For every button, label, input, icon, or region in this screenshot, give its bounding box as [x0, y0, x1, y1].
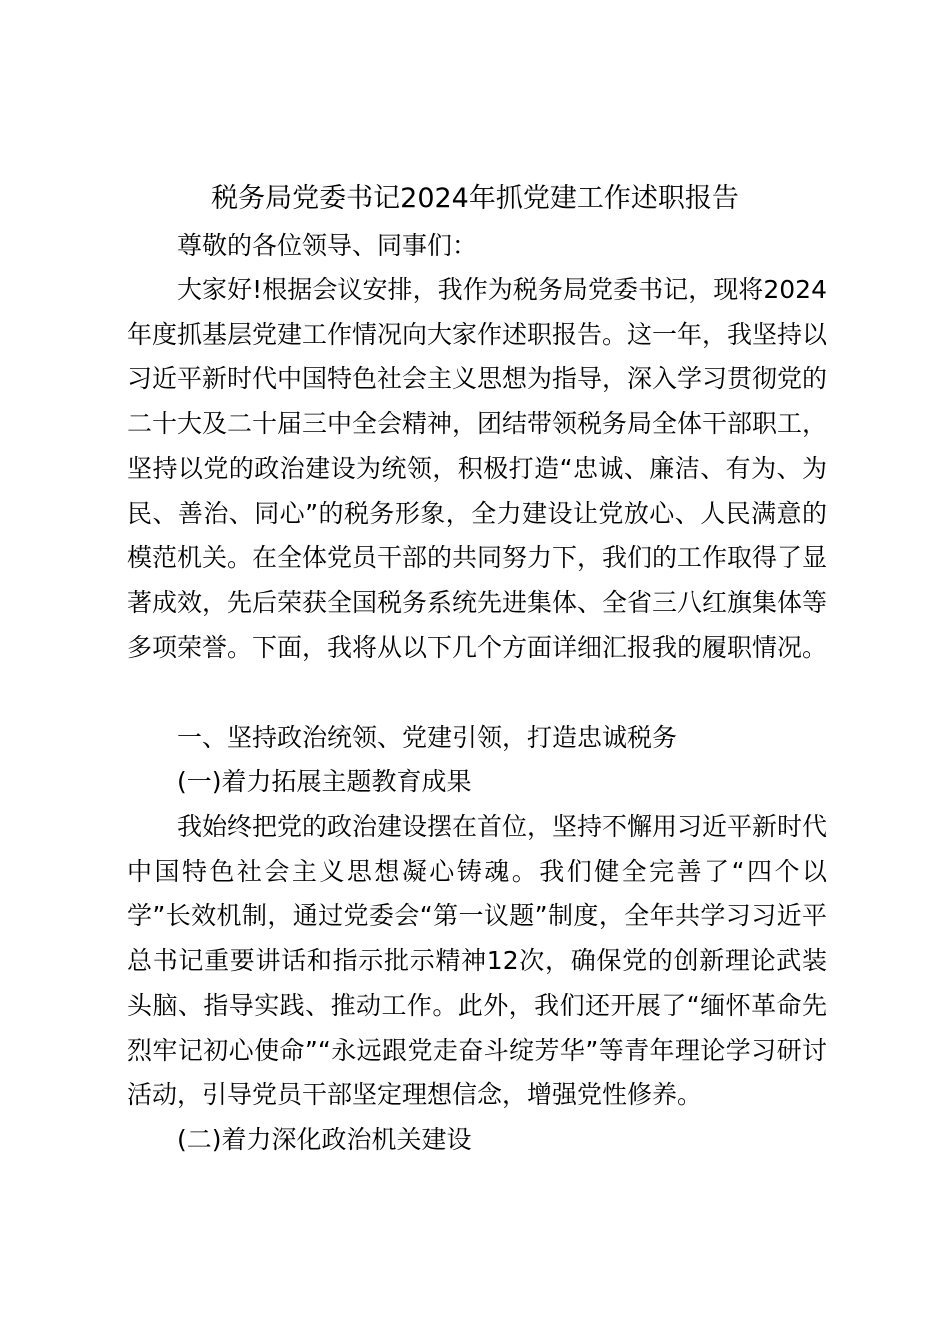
intro-paragraph: 大家好!根据会议安排，我作为税务局党委书记，现将2024年度抓基层党建工作情况向大家作述职报告。这一年，我坚持以习近平新时代中国特色社会主义思想为指导，深入学习贯彻党的二十大及二十届三中全会精神，团结带领税务局全体干部职工，坚持以党的政治建设为统领，积极打造“忠诚、廉洁、有为、为民、善治、同心”的税务形象，全力建设让党放心、人民满意的模范机关。在全体党员干部的共同努力下，我们的工作取得了显著成效，先后荣获全国税务系统先进集体、全省三八红旗集体等多项荣誉。下面，我将从以下几个方面详细汇报我的履职情况。: [127, 275, 828, 662]
subsection-heading-1: (一)着力拓展主题教育成果: [177, 767, 472, 796]
subsection-heading-2: (二)着力深化政治机关建设: [177, 1125, 472, 1154]
subsection-1-paragraph: 我始终把党的政治建设摆在首位，坚持不懈用习近平新时代中国特色社会主义思想凝心铸魂。我们健全完善了“四个以学”长效机制，通过党委会“第一议题”制度，全年共学习习近平总书记重要讲话和指示批示精神12次，确保党的创新理论武装头脑、指导实践、推动工作。此外，我们还开展了“缅怀革命先烈牢记初心使命”“永远跟党走奋斗绽芳华”等青年理论学习研讨活动，引导党员干部坚定理想信念，增强党性修养。: [127, 812, 828, 1110]
document-title: 税务局党委书记2024年抓党建工作述职报告: [211, 183, 739, 214]
section-heading-1: 一、坚持政治统领、党建引领，打造忠诚税务: [177, 723, 678, 752]
salutation: 尊敬的各位领导、同事们：: [177, 231, 478, 260]
